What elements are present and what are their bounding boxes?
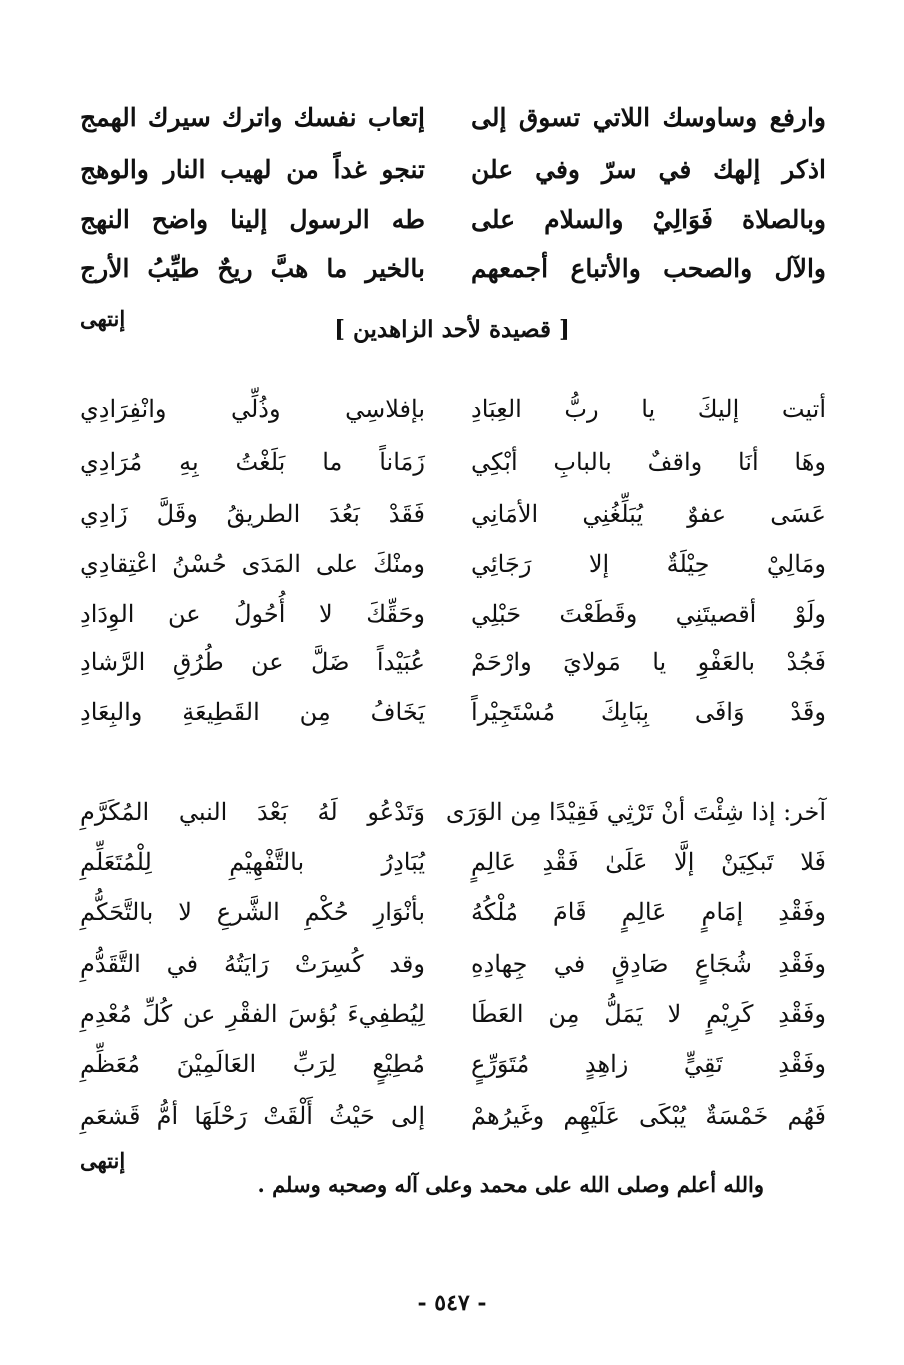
verse-second-hemistich: بأنْوَارِ حُكْمِ الشَّرعِ لا بالتَّحَكُّمِ xyxy=(80,898,425,926)
verse-line xyxy=(0,438,904,486)
verse-first-hemistich: آخر: إذا شِئْتَ أنْ تَرْثِي فَقِيْدًا مِن الوَرَى xyxy=(445,798,826,826)
verse-first-hemistich: فَهُم خَمْسَةٌ يُبْكَى عَلَيْهِم وغَيرُهمْ xyxy=(471,1102,826,1130)
poem-title: [ قصيدة لأحد الزاهدين ] xyxy=(334,316,570,343)
verse-first-hemistich: ومَالِيْ حِيْلَةٌ إلا رَجَائِي xyxy=(471,550,826,578)
verse-first-hemistich: والآل والصحب والأتباع أجمعهم xyxy=(471,254,826,283)
verse-line xyxy=(0,838,904,886)
verse-first-hemistich: فَجُدْ بالعَفْوِ يا مَولايَ وارْحَمْ xyxy=(471,648,826,676)
verse-first-hemistich: وارفع وساوسك اللاتي تسوق إلى xyxy=(471,103,826,132)
page-number: - ٥٤٧ - xyxy=(417,1290,487,1316)
verse-second-hemistich: وقد كُسِرَتْ رَايَتُهُ في التَّقَدُّمِ xyxy=(80,950,425,978)
verse-second-hemistich: زَمَاناً ما بَلَغْتُ بِهِ مُرَادِي xyxy=(80,448,425,476)
verse-first-hemistich: فَلا تَبكِيَنْ إلَّا عَلَىٰ فَقْدِ عَالِمٍ xyxy=(471,848,826,876)
verse-second-hemistich: مُطِيْعٍ لِرَبِّ العَالَمِيْنَ مُعَظِّمِ xyxy=(80,1050,425,1078)
verse-first-hemistich: عَسَى عفوٌ يُبَلِّغُنِي الأمَانِي xyxy=(471,500,826,528)
verse-line xyxy=(0,590,904,638)
closing-line: والله أعلم وصلى الله على محمد وعلى آله وصحبه وسلم . xyxy=(257,1172,764,1197)
verse-second-hemistich: طه الرسول إلينا واضح النهج xyxy=(80,205,425,234)
end-mark: إنتهى xyxy=(80,1148,126,1173)
verse-first-hemistich: اذكر إلهك في سرّ وفي علن xyxy=(471,155,826,184)
verse-first-hemistich: وفَقْدِ شُجَاعٍ صَادِقٍ في جِهادِهِ xyxy=(471,950,826,978)
verse-line xyxy=(0,1092,904,1140)
verse-line xyxy=(0,888,904,936)
verse-first-hemistich: وفَقْدِ تَقِيٍّ زاهِدٍ مُتَوَرِّعٍ xyxy=(471,1050,826,1078)
verse-second-hemistich: يَخَافُ مِن القَطِيعَةِ والبِعَادِ xyxy=(80,698,425,726)
verse-first-hemistich: وهَا أنَا واقفٌ بالبابِ أبْكِي xyxy=(471,448,826,476)
verse-second-hemistich: إلى حَيْثُ أَلْقَتْ رَحْلَهَا أمُّ قَشعَمِ xyxy=(80,1102,425,1130)
verse-first-hemistich: وفَقْدِ إمَامٍ عَالِمٍ قَامَ مُلْكُهُ xyxy=(471,898,826,926)
verse-line xyxy=(0,1040,904,1088)
verse-second-hemistich: لِيُطفِيءَ بُؤسَ الفقْرِ عن كُلِّ مُعْدِمِ xyxy=(80,1000,425,1028)
verse-second-hemistich: بإفلاسِي وذُلِّي وانْفِرَادِي xyxy=(80,395,425,423)
verse-first-hemistich: أتيت إليكَ يا ربُّ العِبَادِ xyxy=(471,395,826,423)
verse-line xyxy=(0,638,904,686)
verse-line xyxy=(0,540,904,588)
verse-line xyxy=(0,788,904,836)
verse-first-hemistich: وقَدْ وَافَى بِبَابِكَ مُسْتَجِيْراً xyxy=(471,698,826,726)
verse-line xyxy=(0,94,904,142)
verse-line xyxy=(0,146,904,194)
end-mark: إنتهى xyxy=(80,306,126,331)
verse-line xyxy=(0,990,904,1038)
verse-second-hemistich: بالخير ما هبَّ ريحٌ طيِّبُ الأرج xyxy=(80,254,425,283)
verse-line xyxy=(0,688,904,736)
verse-second-hemistich: إتعاب نفسك واترك سيرك الهمج xyxy=(80,103,425,132)
verse-second-hemistich: عُبَيْداً ضَلَّ عن طُرُقِ الرَّشادِ xyxy=(80,648,425,676)
verse-line xyxy=(0,490,904,538)
verse-first-hemistich: ولَوْ أقصيتَنِي وقَطَعْتَ حَبْلِي xyxy=(471,600,826,628)
verse-second-hemistich: وَتَدْعُو لَهُ بَعْدَ النبي المُكَرَّمِ xyxy=(80,798,425,826)
verse-second-hemistich: ومنْكَ على المَدَى حُسْنُ اعْتِقادِي xyxy=(80,550,425,578)
verse-first-hemistich: وفَقْدِ كَرِيْمٍ لا يَمَلُّ مِن العَطَا xyxy=(471,1000,826,1028)
verse-second-hemistich: تنجو غداً من لهيب النار والوهج xyxy=(80,155,425,184)
verse-second-hemistich: فَقَدْ بَعُدَ الطريقُ وقَلَّ زَادِي xyxy=(80,500,425,528)
verse-second-hemistich: يُبَادِرُ بالتَّفْهِيْمِ لِلْمُتَعَلِّمِ xyxy=(80,848,425,876)
verse-line xyxy=(0,385,904,433)
verse-line xyxy=(0,245,904,293)
verse-first-hemistich: وبالصلاة فَوَالِيْ والسلام على xyxy=(471,205,826,234)
verse-line xyxy=(0,940,904,988)
verse-line xyxy=(0,196,904,244)
verse-second-hemistich: وحَقِّكَ لا أُحُولُ عن الوِدَادِ xyxy=(80,600,425,628)
